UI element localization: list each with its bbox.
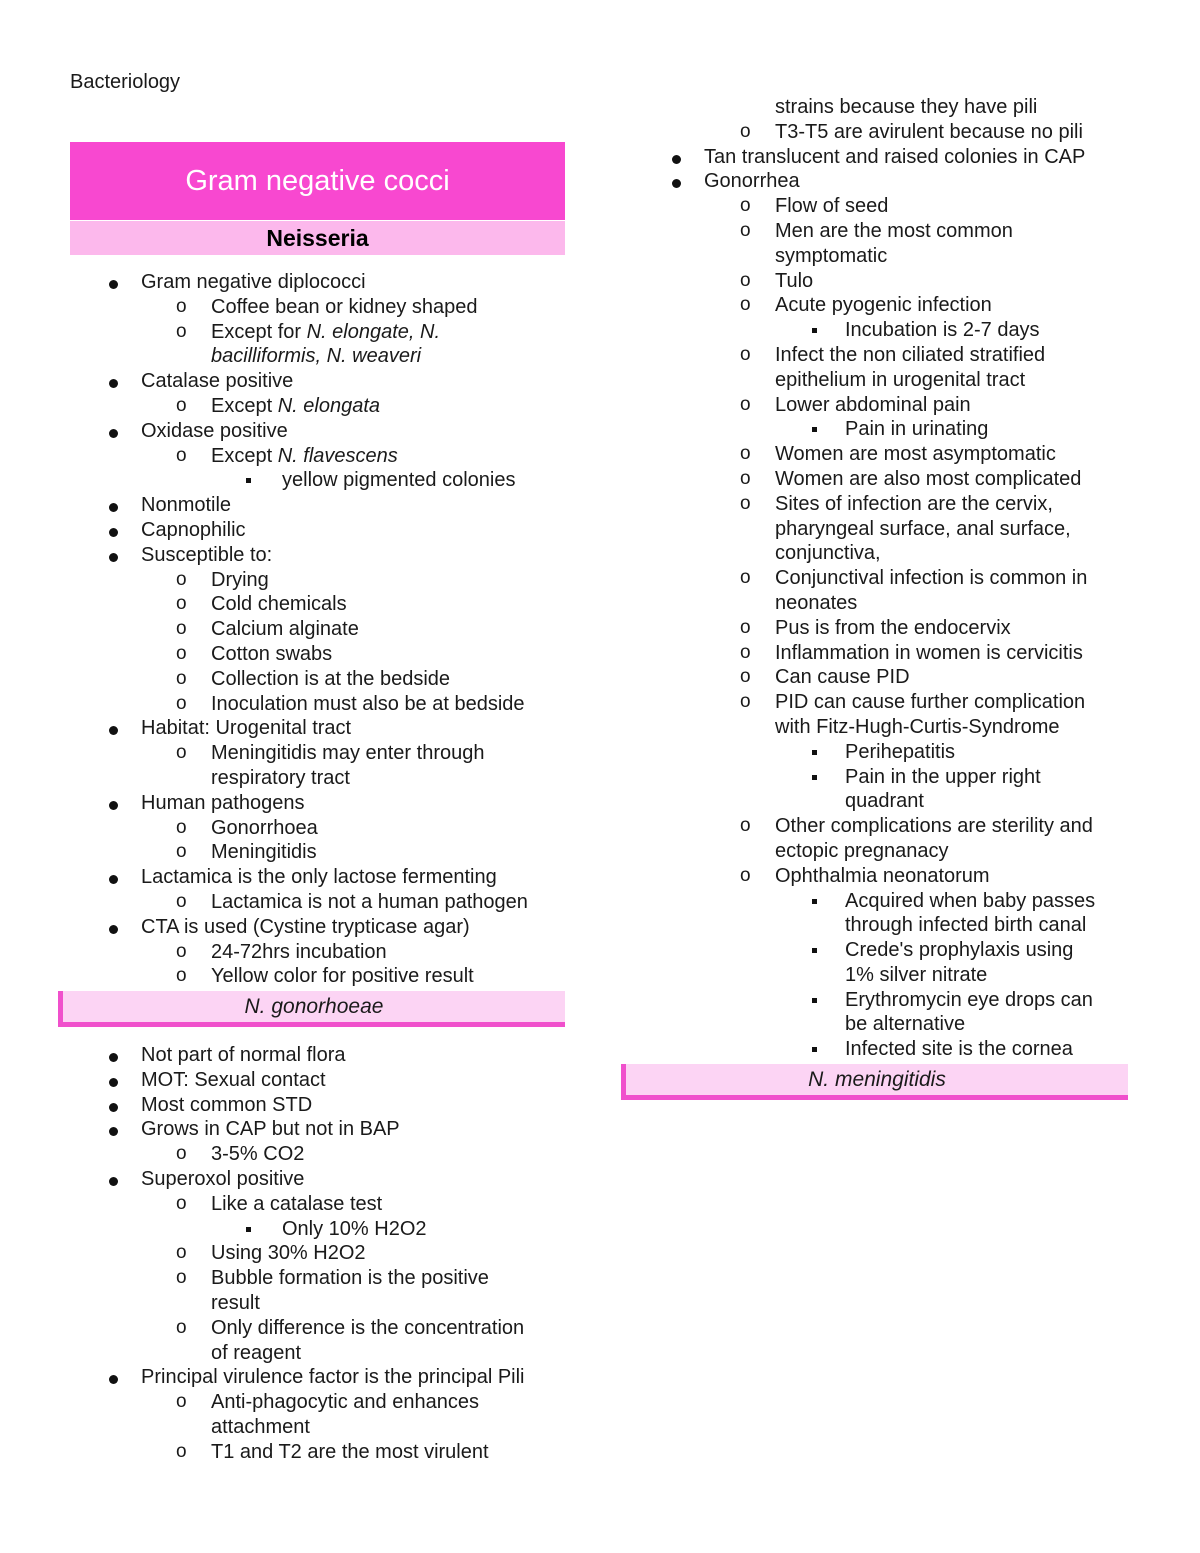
bullet-icon (109, 1177, 118, 1186)
circle-bullet-icon: o (740, 492, 751, 514)
list-item: o Yellow color for positive result (176, 965, 474, 988)
bullet-icon (109, 925, 118, 934)
bullet-icon (109, 503, 118, 512)
list-item: Oxidase positive (0, 419, 600, 444)
list-item-continuation: conjunctiva, (775, 542, 881, 565)
circle-bullet-icon: o (176, 965, 187, 987)
list-item: yellow pigmented colonies (0, 468, 600, 493)
list-item: Superoxol positive (0, 1167, 600, 1192)
list-item: o T1 and T2 are the most virulent (176, 1440, 489, 1463)
circle-bullet-icon: o (176, 394, 187, 416)
list-item: o 3-5% CO2 (176, 1143, 305, 1166)
list-item: o Lactamica is not a human pathogen (176, 890, 528, 913)
list-item: o Meningitidis may enter through (176, 742, 485, 765)
circle-bullet-icon: o (740, 219, 751, 241)
list-item: o 24-72hrs incubation (176, 940, 387, 963)
list-item-continuation: through infected birth canal (845, 914, 1087, 937)
bullet-icon (109, 1078, 118, 1087)
circle-bullet-icon: o (176, 593, 187, 615)
list-item: o Lower abdominal pain (740, 393, 971, 416)
list-item: MOT: Sexual contact (0, 1068, 600, 1093)
bullet-icon (109, 1375, 118, 1384)
list-item: Tan translucent and raised colonies in CAP (600, 145, 1200, 170)
list-item: o Coffee bean or kidney shaped (176, 295, 478, 318)
list-item: o Collection is at the bedside (176, 667, 451, 690)
circle-bullet-icon: o (176, 841, 187, 863)
circle-bullet-icon: o (740, 120, 751, 142)
list-item: Perihepatitis (600, 740, 1200, 765)
list-item: o Meningitidis (176, 841, 317, 864)
neisseria-list (0, 270, 600, 989)
circle-bullet-icon: o (176, 667, 187, 689)
gonorrhoeae-list-continued (600, 95, 1200, 1062)
circle-bullet-icon: o (176, 890, 187, 912)
list-item: Lactamica is the only lactose fermenting (0, 865, 600, 890)
bullet-icon (109, 280, 118, 289)
square-bullet-icon (812, 750, 817, 755)
subtitle-banner: Neisseria (70, 221, 565, 255)
list-item: o PID can cause further complication (740, 691, 1086, 714)
circle-bullet-icon: o (176, 642, 187, 664)
circle-bullet-icon: o (176, 940, 187, 962)
list-item-continuation: quadrant (845, 790, 924, 813)
list-item-continuation: respiratory tract (211, 766, 350, 789)
list-item: o Tulo (740, 269, 814, 292)
bullet-icon (109, 429, 118, 438)
list-item-continuation: epithelium in urogenital tract (775, 368, 1026, 391)
circle-bullet-icon: o (740, 864, 751, 886)
square-bullet-icon (812, 328, 817, 333)
list-item: Infected site is the cornea (600, 1037, 1200, 1062)
bullet-icon (109, 726, 118, 735)
list-item: o Calcium alginate (176, 618, 359, 641)
circle-bullet-icon: o (740, 269, 751, 291)
list-item: CTA is used (Cystine trypticase agar) (0, 915, 600, 940)
list-item: o Cold chemicals (176, 593, 347, 616)
list-item-continuation: neonates (775, 591, 858, 614)
list-item: o Bubble formation is the positive (176, 1267, 489, 1290)
circle-bullet-icon: o (740, 616, 751, 638)
square-bullet-icon (246, 1227, 251, 1232)
circle-bullet-icon: o (176, 320, 187, 342)
circle-bullet-icon: o (740, 294, 751, 316)
list-item: o Flow of seed (740, 195, 889, 218)
list-item-continuation: bacilliformis, N. weaveri (211, 345, 422, 368)
bullet-icon (109, 553, 118, 562)
list-item-continuation: of reagent (211, 1341, 302, 1364)
circle-bullet-icon: o (176, 1440, 187, 1462)
list-item-continuation: be alternative (845, 1013, 966, 1036)
circle-bullet-icon: o (740, 691, 751, 713)
list-item: o Women are most asymptomatic (740, 443, 1056, 466)
list-item-continuation: attachment (211, 1415, 310, 1438)
list-item: Incubation is 2-7 days (600, 318, 1200, 343)
section-heading-meningitidis: N. meningitidis (621, 1064, 1128, 1100)
list-item: o Acute pyogenic infection (740, 294, 992, 317)
list-item-continuation: result (211, 1291, 260, 1314)
bullet-icon (109, 379, 118, 388)
circle-bullet-icon: o (740, 815, 751, 837)
list-item: Habitat: Urogenital tract (0, 716, 600, 741)
circle-bullet-icon: o (176, 1391, 187, 1413)
bullet-icon (109, 1053, 118, 1062)
circle-bullet-icon: o (740, 666, 751, 688)
circle-bullet-icon: o (176, 618, 187, 640)
list-item: o Using 30% H2O2 (176, 1242, 366, 1265)
circle-bullet-icon: o (176, 816, 187, 838)
bullet-icon (109, 801, 118, 810)
list-item-continuation: pharyngeal surface, anal surface, (775, 517, 1071, 540)
list-item: Only 10% H2O2 (0, 1217, 600, 1242)
list-item: Gram negative diplococci (0, 270, 600, 295)
list-item-continuation: strains because they have pili (775, 96, 1038, 118)
bullet-icon (109, 875, 118, 884)
bullet-icon (109, 528, 118, 537)
square-bullet-icon (812, 427, 817, 432)
circle-bullet-icon: o (740, 343, 751, 365)
list-item: Capnophilic (0, 518, 600, 543)
circle-bullet-icon: o (176, 568, 187, 590)
circle-bullet-icon: o (740, 467, 751, 489)
list-item: Most common STD (0, 1093, 600, 1118)
circle-bullet-icon: o (740, 393, 751, 415)
list-item-continuation: ectopic pregnanacy (775, 839, 949, 862)
list-item: o Infect the non ciliated stratified (740, 343, 1046, 366)
list-item: Erythromycin eye drops can (600, 988, 1200, 1013)
list-item-continuation: with Fitz-Hugh-Curtis-Syndrome (775, 715, 1060, 738)
bullet-icon (672, 155, 681, 164)
list-item-continuation: 1% silver nitrate (845, 963, 988, 986)
list-item: o Only difference is the concentration (176, 1316, 525, 1339)
circle-bullet-icon: o (176, 295, 187, 317)
list-item: Grows in CAP but not in BAP (0, 1117, 600, 1142)
square-bullet-icon (812, 899, 817, 904)
circle-bullet-icon: o (740, 641, 751, 663)
list-item-continuation: symptomatic (775, 244, 888, 267)
bullet-icon (109, 1103, 118, 1112)
title-banner: Gram negative cocci (70, 142, 565, 220)
circle-bullet-icon: o (176, 1242, 187, 1264)
square-bullet-icon (812, 775, 817, 780)
circle-bullet-icon: o (176, 1267, 187, 1289)
list-item: Acquired when baby passes (600, 889, 1200, 914)
circle-bullet-icon: o (176, 1192, 187, 1214)
list-item: Pain in urinating (600, 417, 1200, 442)
page-header: Bacteriology (70, 71, 181, 93)
list-item: Crede's prophylaxis using (600, 938, 1200, 963)
list-item: o Inflammation in women is cervicitis (740, 641, 1083, 664)
list-item: o Except N. flavescens (176, 444, 398, 467)
circle-bullet-icon: o (176, 742, 187, 764)
list-item: o T3-T5 are avirulent because no pili (740, 120, 1083, 143)
list-item: o Can cause PID (740, 666, 910, 689)
list-item: Not part of normal flora (0, 1043, 600, 1068)
circle-bullet-icon: o (176, 1316, 187, 1338)
square-bullet-icon (812, 948, 817, 953)
list-item: o Drying (176, 568, 269, 591)
list-item: o Except N. elongata (176, 394, 380, 417)
list-item: o Gonorrhoea (176, 816, 318, 839)
square-bullet-icon (246, 478, 251, 483)
bullet-icon (672, 179, 681, 188)
list-item: Human pathogens (0, 791, 600, 816)
circle-bullet-icon: o (176, 444, 187, 466)
bullet-icon (109, 1127, 118, 1136)
list-item: Susceptible to: (0, 543, 600, 568)
list-item: o Cotton swabs (176, 642, 333, 665)
circle-bullet-icon: o (740, 443, 751, 465)
list-item: o Like a catalase test (176, 1192, 383, 1215)
gonorrhoeae-list (0, 1043, 600, 1465)
list-item: o Women are also most complicated (740, 467, 1082, 490)
list-item: o Anti-phagocytic and enhances (176, 1391, 479, 1414)
list-item: Gonorrhea (600, 169, 1200, 194)
list-item: Pain in the upper right (600, 765, 1200, 790)
list-item: Nonmotile (0, 493, 600, 518)
list-item: Catalase positive (0, 369, 600, 394)
circle-bullet-icon: o (740, 567, 751, 589)
square-bullet-icon (812, 1047, 817, 1052)
list-item: o Except for N. elongate, N. (176, 320, 441, 343)
list-item: o Other complications are sterility and (740, 815, 1093, 838)
list-item: Principal virulence factor is the principal Pili (0, 1365, 600, 1390)
list-item: o Conjunctival infection is common in (740, 567, 1088, 590)
circle-bullet-icon: o (176, 1143, 187, 1165)
square-bullet-icon (812, 998, 817, 1003)
circle-bullet-icon: o (740, 195, 751, 217)
circle-bullet-icon: o (176, 692, 187, 714)
list-item: o Inoculation must also be at bedside (176, 692, 525, 715)
list-item: o Sites of infection are the cervix, (740, 492, 1053, 515)
section-heading-gonorrhoeae: N. gonorhoeae (58, 991, 565, 1027)
list-item: o Pus is from the endocervix (740, 616, 1011, 639)
list-item: o Ophthalmia neonatorum (740, 864, 990, 887)
list-item: o Men are the most common (740, 219, 1013, 242)
